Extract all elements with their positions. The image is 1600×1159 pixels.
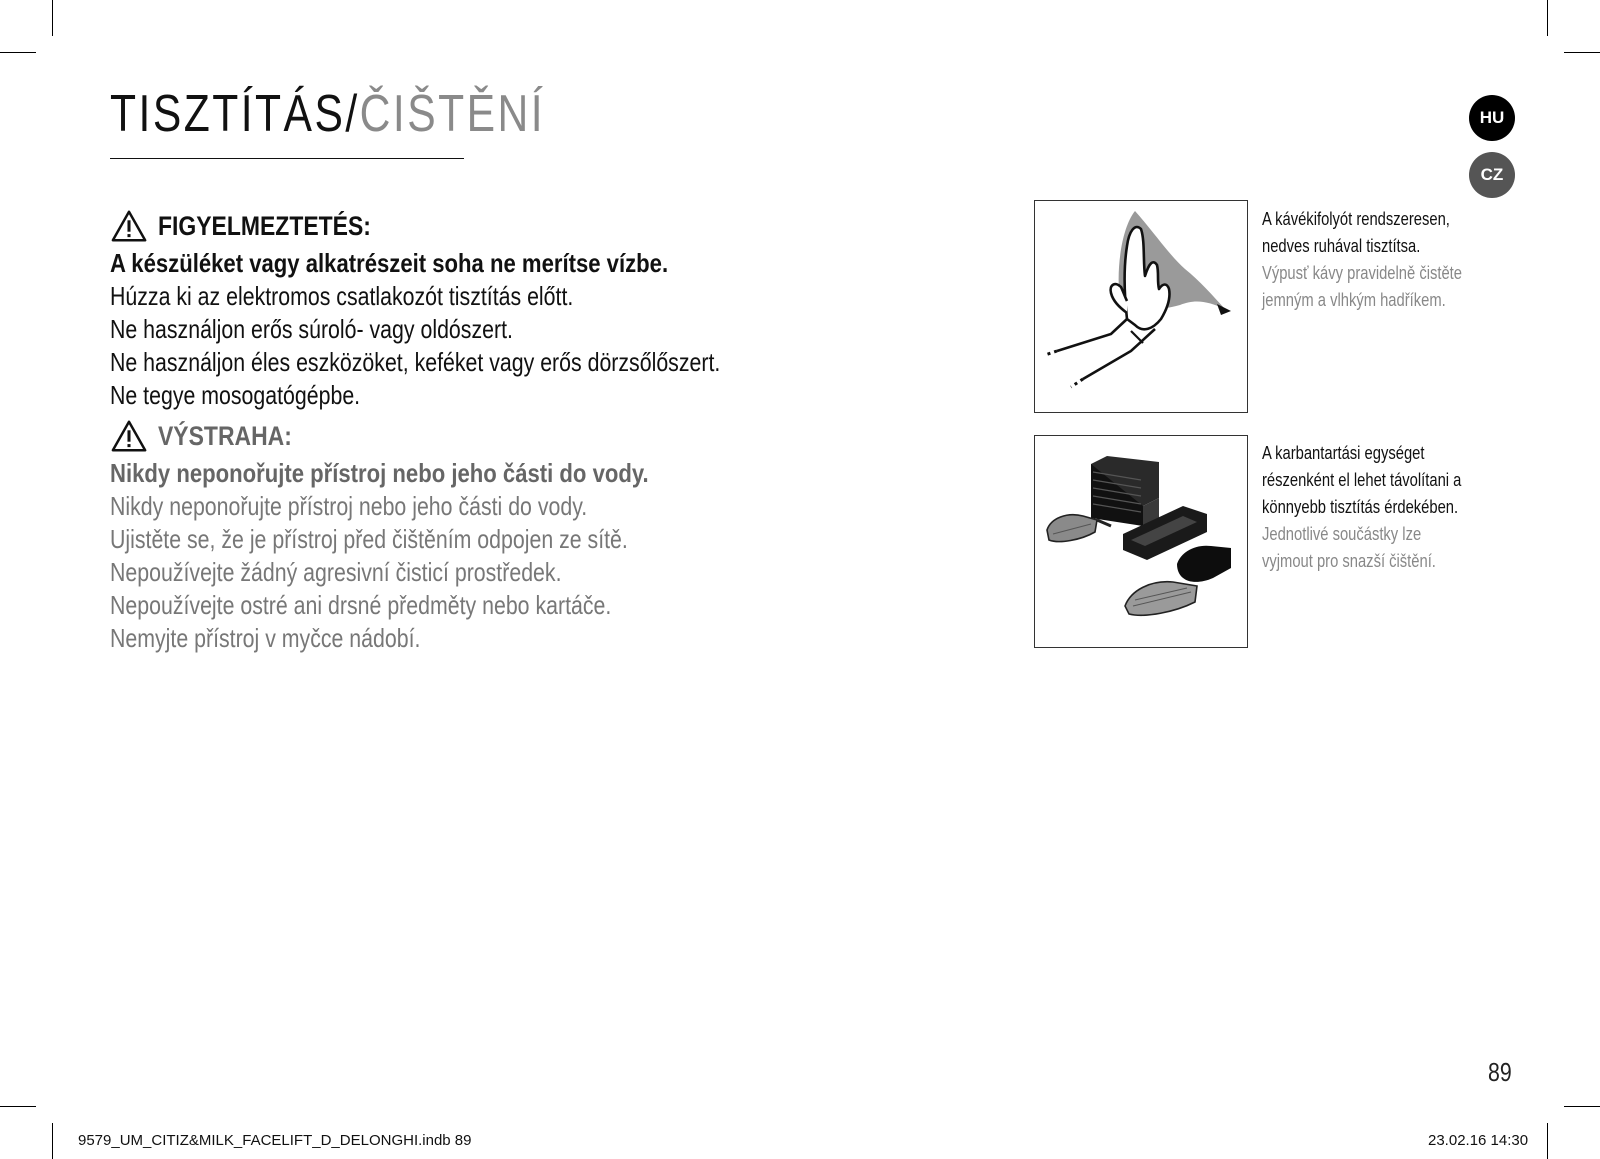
title-hu: TISZTÍTÁS/ — [110, 85, 360, 143]
title-underline — [110, 158, 464, 159]
caption-line-hu: A karbantartási egységet — [1262, 443, 1425, 463]
caption-line-hu: nedves ruhával tisztítsa. — [1262, 236, 1421, 256]
crop-mark — [52, 1123, 53, 1159]
caption-line-cz: jemným a vlhkým hadříkem. — [1262, 290, 1446, 310]
title-cz: ČIŠTĚNÍ — [359, 85, 546, 143]
figure-wiping-spout — [1034, 200, 1248, 413]
warning-line-cz: Ujistěte se, že je přístroj před čištěním odpojen ze sítě. — [110, 524, 628, 554]
crop-mark — [1564, 1106, 1600, 1107]
drip-tray-parts-illustration — [1035, 436, 1247, 647]
warning-triangle-icon — [110, 208, 148, 244]
crop-mark — [52, 0, 53, 36]
caption-drip-tray-parts — [1262, 440, 1482, 575]
warning-line-hu: Ne használjon éles eszközöket, keféket vagy erős dörzsőlőszert. — [110, 347, 721, 377]
warning-block-hu — [110, 206, 910, 412]
caption-line-cz: vyjmout pro snazší čištění. — [1262, 551, 1436, 571]
warning-block-cz — [110, 416, 910, 655]
language-badge-hu: HU — [1469, 95, 1515, 141]
hand-wiping-illustration — [1035, 201, 1247, 412]
caption-wiping-spout — [1262, 206, 1482, 314]
warning-line-cz: Nikdy neponořujte přístroj nebo jeho části do vody. — [110, 491, 588, 521]
crop-mark — [0, 52, 36, 53]
warning-line-hu: Húzza ki az elektromos csatlakozót tisztítás előtt. — [110, 281, 574, 311]
footer-timestamp: 23.02.16 14:30 — [1428, 1132, 1529, 1149]
figure-drip-tray-parts — [1034, 435, 1248, 648]
caption-line-hu: részenként el lehet távolítani a — [1262, 470, 1462, 490]
caption-line-hu: A kávékifolyót rendszeresen, — [1262, 209, 1450, 229]
crop-mark — [1547, 0, 1548, 36]
warning-triangle-icon — [110, 418, 148, 454]
warning-line-cz: Nemyjte přístroj v myčce nádobí. — [110, 623, 421, 653]
footer-file-info: 9579_UM_CITIZ&MILK_FACELIFT_D_DELONGHI.indb 89 — [78, 1132, 472, 1149]
warning-line-hu: Ne használjon erős súroló- vagy oldószert. — [110, 314, 513, 344]
caption-line-cz: Jednotlivé součástky lze — [1262, 524, 1422, 544]
warning-heading-hu — [110, 206, 910, 246]
crop-mark — [1564, 52, 1600, 53]
warning-bold-hu: A készüléket vagy alkatrészeit soha ne merítse vízbe. — [110, 248, 669, 278]
warning-line-hu: Ne tegye mosogatógépbe. — [110, 380, 361, 410]
warning-line-cz: Nepoužívejte žádný agresivní čisticí prostředek. — [110, 557, 562, 587]
warning-heading-cz — [110, 416, 910, 456]
language-badge-cz: CZ — [1469, 152, 1515, 198]
crop-mark — [0, 1106, 36, 1107]
warning-title-cz: VÝSTRAHA: — [158, 420, 292, 451]
page-title — [110, 84, 545, 144]
page-number: 89 — [1488, 1057, 1512, 1087]
warning-bold-cz: Nikdy neponořujte přístroj nebo jeho části do vody. — [110, 458, 649, 488]
caption-line-cz: Výpusť kávy pravidelně čistěte — [1262, 263, 1462, 283]
warning-line-cz: Nepoužívejte ostré ani drsné předměty nebo kartáče. — [110, 590, 612, 620]
warning-title-hu: FIGYELMEZTETÉS: — [158, 210, 371, 241]
caption-line-hu: könnyebb tisztítás érdekében. — [1262, 497, 1459, 517]
crop-mark — [1547, 1123, 1548, 1159]
